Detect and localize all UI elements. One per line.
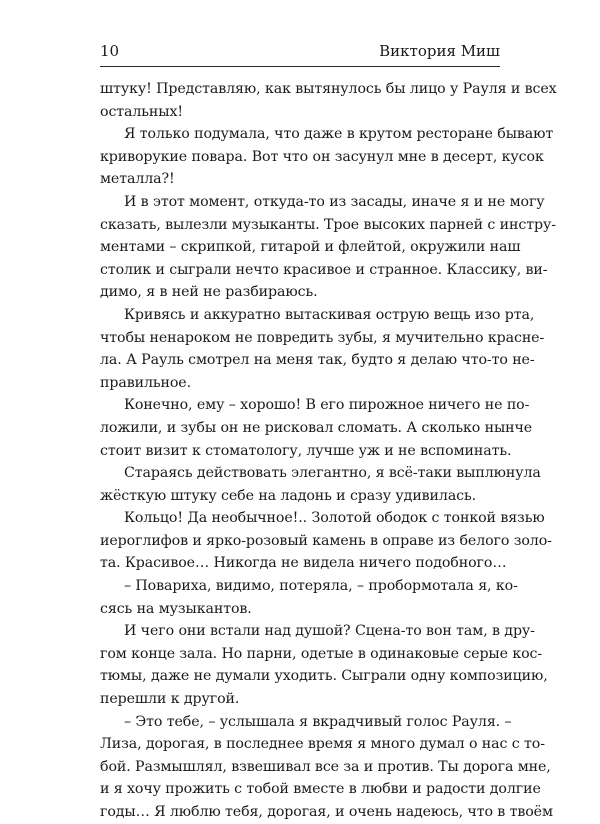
text-line: ложили, и зубы он не рисковал сломать. А сколько нынче [100,419,533,436]
text-line: штуку! Представляю, как вытянулось бы лицо у Рауля и всех [100,81,557,97]
text-line: иероглифов и ярко-розовый камень в оправе из белого золо- [100,532,552,549]
text-line: сясь на музыкантов. [100,600,252,617]
text-line: Стараясь действовать элегантно, я всё-таки выплюнула [124,465,541,482]
page-number: 10 [100,42,120,60]
text-line: Конечно, ему – хорошо! В его пирожное ничего не по- [124,397,530,414]
text-line: димо, я в ней не разбираюсь. [100,284,318,301]
running-head-author: Виктория Миш [379,42,500,60]
text-line: тюмы, даже не думали уходить. Сыграли одну композицию, [100,668,548,685]
text-line: ментами – скрипкой, гитарой и флейтой, окружили наш [100,239,521,256]
text-line: бой. Размышлял, взвешивал все за и против. Ты дорога мне, [100,758,551,775]
text-line: правильное. [100,374,191,391]
text-line: та. Красивое… Никогда не видела ничего подобного… [100,555,507,572]
text-line: сказать, вылезли музыканты. Трое высоких парней с инстру- [100,216,556,233]
text-line: Я только подумала, что даже в крутом ресторане бывают [124,126,554,143]
text-line: ла. А Рауль смотрел на меня так, будто я делаю что-то не- [100,352,535,369]
text-line: годы… Я люблю тебя, дорогая, и очень надеюсь, что в твоём [100,804,553,820]
text-line: металла?! [100,171,175,188]
page-header [100,40,500,67]
body-text [100,78,557,824]
text-line: Кольцо! Да необычное!.. Золотой ободок с тонкой вязью [124,510,545,527]
text-line: – Это тебе, – услышала я вкрадчивый голос Рауля. – [124,713,512,730]
text-line: гом конце зала. Но парни, одетые в одинаковые серые кос- [100,645,543,662]
text-line: перешли к другой. [100,691,240,708]
text-line: чтобы ненароком не повредить зубы, я мучительно красне- [100,329,545,346]
text-line: Кривясь и аккуратно вытаскивая острую вещь изо рта, [124,306,535,323]
text-line: – Повариха, видимо, потеряла, – пробормотала я, ко- [124,578,518,595]
text-line: Лиза, дорогая, в последнее время я много думал о нас с то- [100,736,545,753]
text-line: стоит визит к стоматологу, лучше уж и не вспоминать. [100,442,512,459]
text-line: криворукие повара. Вот что он засунул мне в десерт, кусок [100,148,544,165]
text-line: столик и сыграли нечто красивое и странное. Классику, ви- [100,261,548,278]
text-line: И чего они встали над душой? Сцена-то вон там, в дру- [124,623,535,640]
text-line: жёсткую штуку себе на ладонь и сразу удивилась. [100,487,477,504]
text-line: остальных! [100,103,183,120]
text-line: и я хочу прожить с тобой вместе в любви и радости долгие [100,781,541,798]
text-line: И в этот момент, откуда-то из засады, иначе я и не могу [124,193,545,210]
